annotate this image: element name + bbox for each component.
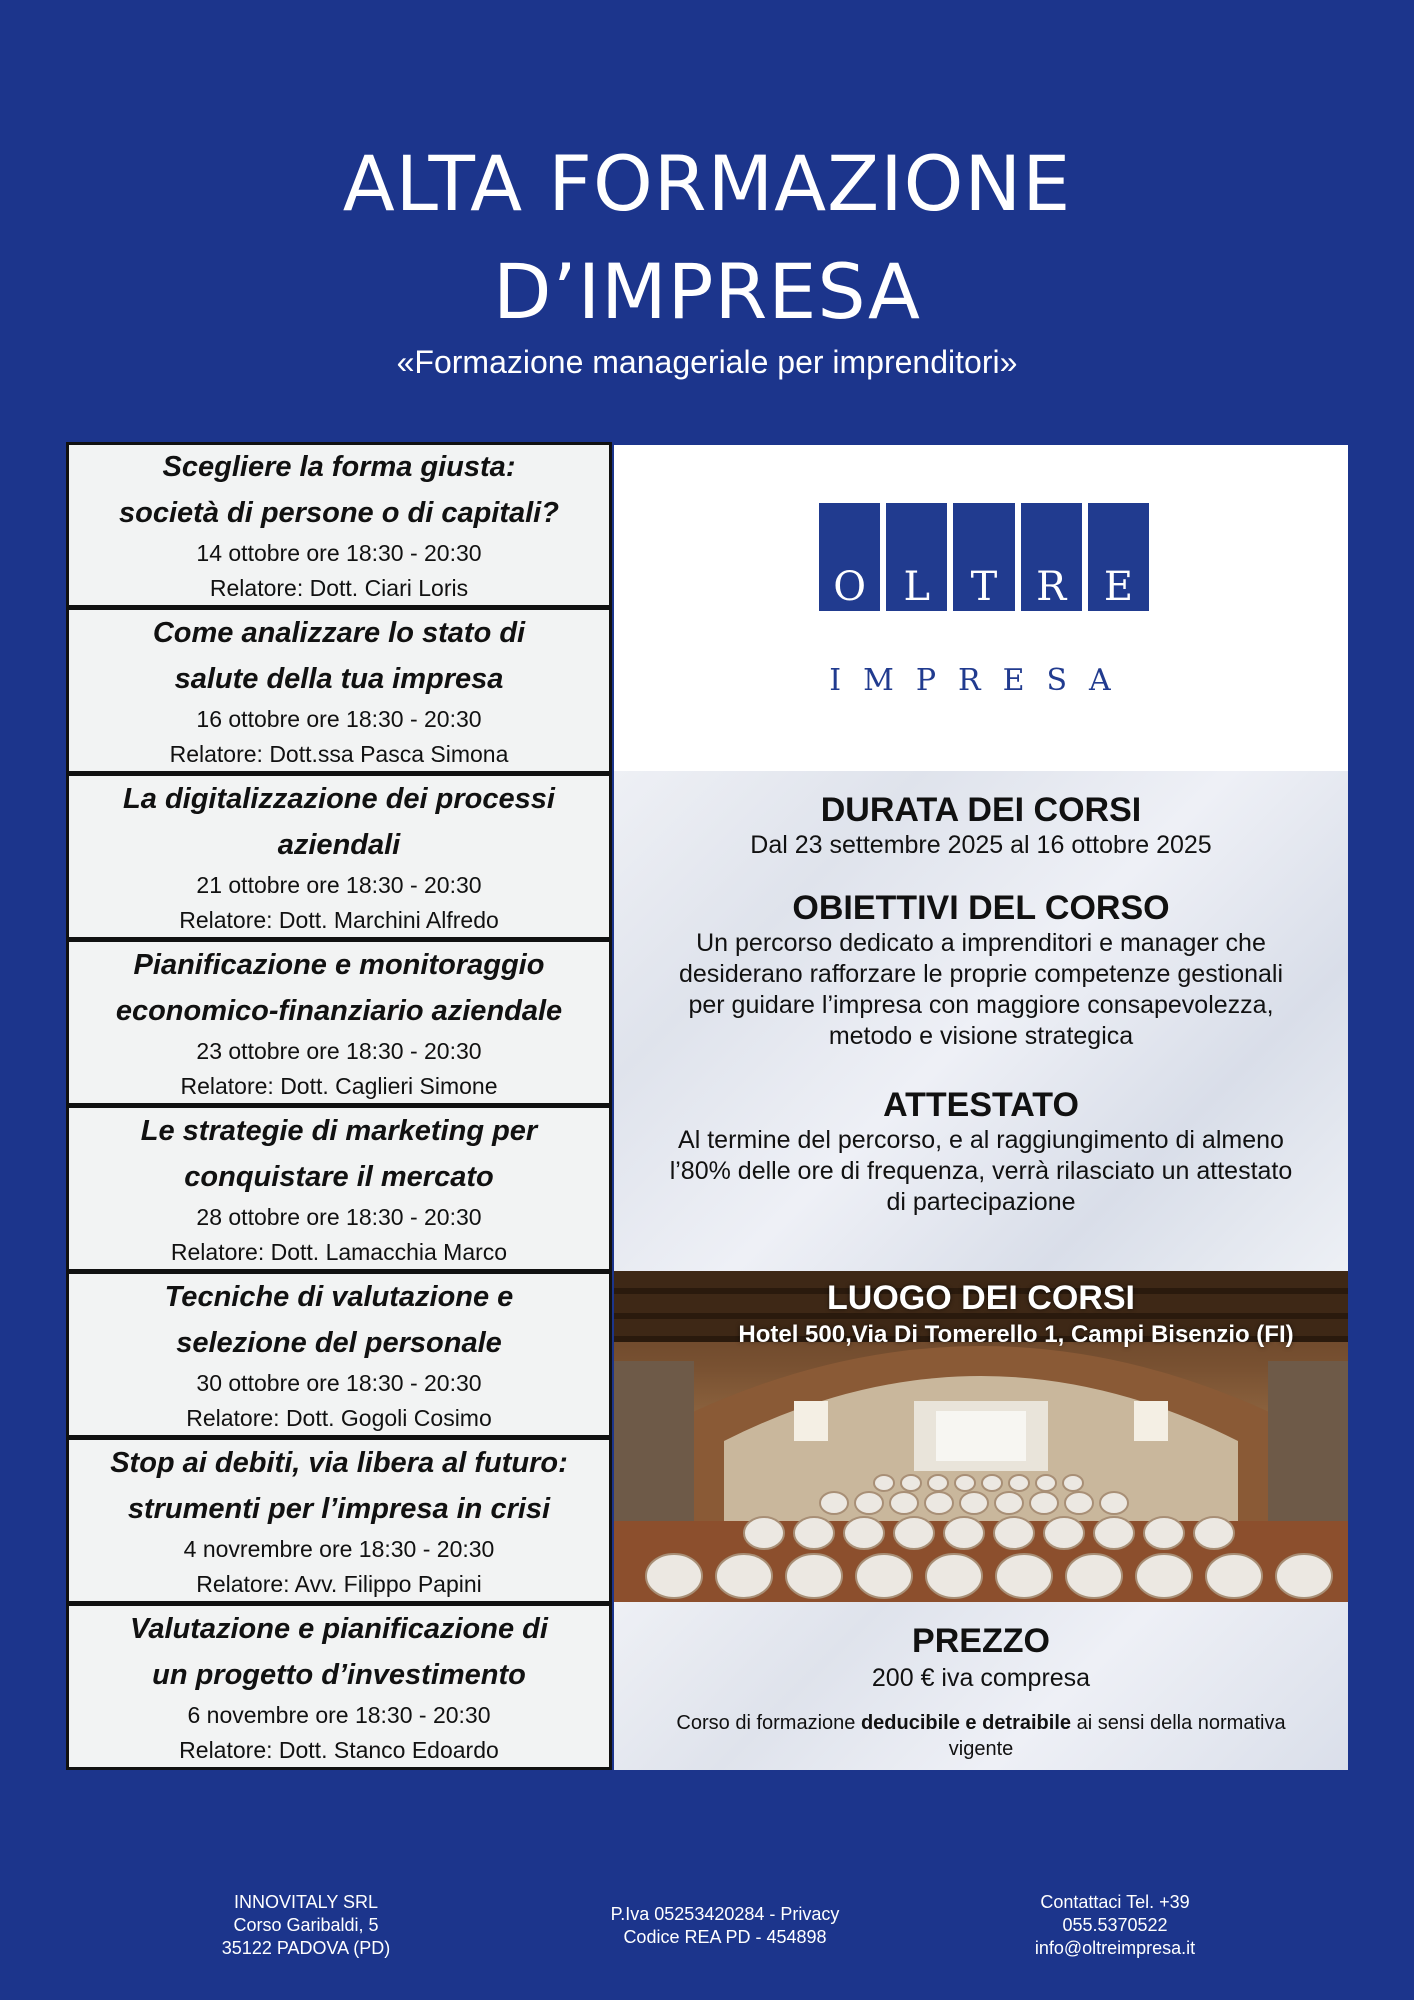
venue-panel xyxy=(614,1271,1348,1602)
course-date: 6 novembre ore 18:30 - 20:30 xyxy=(187,1701,491,1728)
course-title: Pianificazione e monitoraggio xyxy=(133,948,545,981)
price-heading: PREZZO xyxy=(912,1622,1050,1660)
price-note xyxy=(614,1710,1348,1762)
logo-letter: R xyxy=(1036,564,1067,610)
course-card xyxy=(66,940,612,1106)
footer-line: 35122 PADOVA (PD) xyxy=(221,1938,391,1958)
price-note-bold: deducibile e detraibile xyxy=(860,1712,1072,1734)
course-title: strumenti per l’impresa in crisi xyxy=(127,1492,551,1525)
course-title: aziendali xyxy=(277,828,401,861)
logo-letter: L xyxy=(903,564,931,610)
price-note-line2: vigente xyxy=(948,1738,1014,1760)
course-card xyxy=(66,1106,612,1272)
footer-legal xyxy=(580,1903,870,1949)
course-date: 28 ottobre ore 18:30 - 20:30 xyxy=(196,1203,482,1230)
logo-bar xyxy=(819,503,880,611)
course-date: 16 ottobre ore 18:30 - 20:30 xyxy=(196,705,482,732)
durata-heading: DURATA DEI CORSI xyxy=(820,791,1142,829)
course-title: Le strategie di marketing per xyxy=(140,1114,538,1147)
course-date: 23 ottobre ore 18:30 - 20:30 xyxy=(196,1037,482,1064)
course-title: economico-finanziario aziendale xyxy=(115,994,563,1027)
price-note-text: ai sensi della normativa xyxy=(1071,1712,1286,1734)
footer-company xyxy=(196,1891,416,1960)
venue-heading: LUOGO DEI CORSI xyxy=(827,1279,1135,1317)
course-title: Stop ai debiti, via libera al futuro: xyxy=(110,1446,568,1479)
course-date: 30 ottobre ore 18:30 - 20:30 xyxy=(196,1369,482,1396)
obiettivi-line: desiderano rafforzare le proprie competenze gestionali xyxy=(678,960,1284,988)
course-speaker: Relatore: Avv. Filippo Papini xyxy=(196,1570,482,1597)
course-title: società di persone o di capitali? xyxy=(119,497,559,529)
logo-word: IMPRESA xyxy=(829,663,1133,698)
course-speaker: Relatore: Dott. Marchini Alfredo xyxy=(179,906,499,933)
course-title: conquistare il mercato xyxy=(184,1160,494,1193)
course-title: Scegliere la forma giusta: xyxy=(162,451,516,483)
course-card xyxy=(66,1438,612,1604)
obiettivi-line: per guidare l’impresa con maggiore consapevolezza, xyxy=(688,991,1274,1019)
logo-bar xyxy=(1088,503,1149,611)
price-amount: 200 € iva compresa xyxy=(871,1664,1091,1692)
footer-line: INNOVITALY SRL xyxy=(233,1892,379,1912)
course-card xyxy=(66,442,612,608)
course-list xyxy=(66,442,612,1770)
venue-address: Hotel 500,Via Di Tomerello 1, Campi Bisenzio (FI) xyxy=(738,1321,1294,1348)
footer-line: Contattaci Tel. +39 xyxy=(1040,1892,1190,1912)
course-title: selezione del personale xyxy=(176,1326,502,1359)
course-date: 21 ottobre ore 18:30 - 20:30 xyxy=(196,871,482,898)
course-card xyxy=(66,608,612,774)
info-panel xyxy=(614,771,1348,1271)
course-speaker: Relatore: Dott. Ciari Loris xyxy=(209,575,469,601)
attestato-line: Al termine del percorso, e al raggiungimento di almeno xyxy=(678,1126,1284,1154)
logo-letter: T xyxy=(970,564,998,610)
course-title: un progetto d’investimento xyxy=(152,1658,526,1691)
oltre-impresa-logo xyxy=(819,503,1149,611)
durata-text: Dal 23 settembre 2025 al 16 ottobre 2025 xyxy=(750,831,1212,859)
course-speaker: Relatore: Dott. Stanco Edoardo xyxy=(179,1736,499,1763)
attestato-line: l’80% delle ore di frequenza, verrà rilasciato un attestato xyxy=(669,1157,1293,1185)
obiettivi-heading: OBIETTIVI DEL CORSO xyxy=(792,889,1170,927)
footer-line: Corso Garibaldi, 5 xyxy=(233,1915,379,1935)
attestato-line: di partecipazione xyxy=(886,1188,1076,1216)
title-line-1: ALTA FORMAZIONE xyxy=(342,139,1072,228)
course-title: Tecniche di valutazione e xyxy=(164,1280,514,1313)
attestato-heading: ATTESTATO xyxy=(883,1086,1079,1124)
course-title: Valutazione e pianificazione di xyxy=(130,1612,548,1645)
course-title: salute della tua impresa xyxy=(174,662,504,695)
course-speaker: Relatore: Dott. Lamacchia Marco xyxy=(170,1238,508,1265)
page-title xyxy=(0,130,1414,346)
obiettivi-line: metodo e visione strategica xyxy=(828,1022,1134,1050)
course-speaker: Relatore: Dott.ssa Pasca Simona xyxy=(169,740,509,767)
course-speaker: Relatore: Dott. Gogoli Cosimo xyxy=(186,1404,492,1431)
course-card xyxy=(66,1272,612,1438)
course-speaker: Relatore: Dott. Caglieri Simone xyxy=(180,1072,498,1099)
obiettivi-line: Un percorso dedicato a imprenditori e manager che xyxy=(696,929,1266,957)
course-date: 4 novrembre ore 18:30 - 20:30 xyxy=(183,1535,495,1562)
course-title: La digitalizzazione dei processi xyxy=(123,782,555,815)
footer-line: P.Iva 05253420284 - Privacy xyxy=(610,1904,840,1924)
footer-email-link[interactable]: info@oltreimpresa.it xyxy=(1034,1938,1196,1958)
logo-bar xyxy=(953,503,1014,611)
page-subtitle: «Formazione manageriale per imprenditori» xyxy=(396,344,1018,380)
logo-bar xyxy=(886,503,947,611)
footer-contact xyxy=(1010,1891,1220,1960)
course-card xyxy=(66,774,612,940)
course-title: Come analizzare lo stato di xyxy=(152,616,526,649)
logo-letter: O xyxy=(833,564,866,610)
title-line-2: D’IMPRESA xyxy=(493,247,921,336)
logo-panel xyxy=(614,445,1348,771)
price-panel xyxy=(614,1602,1348,1770)
price-note-text: Corso di formazione xyxy=(676,1712,861,1734)
course-card xyxy=(66,1604,612,1770)
footer-line: 055.5370522 xyxy=(1062,1915,1168,1935)
logo-bar xyxy=(1021,503,1082,611)
logo-letter: E xyxy=(1103,564,1134,610)
course-date: 14 ottobre ore 18:30 - 20:30 xyxy=(196,540,482,566)
footer-line: Codice REA PD - 454898 xyxy=(623,1927,827,1947)
